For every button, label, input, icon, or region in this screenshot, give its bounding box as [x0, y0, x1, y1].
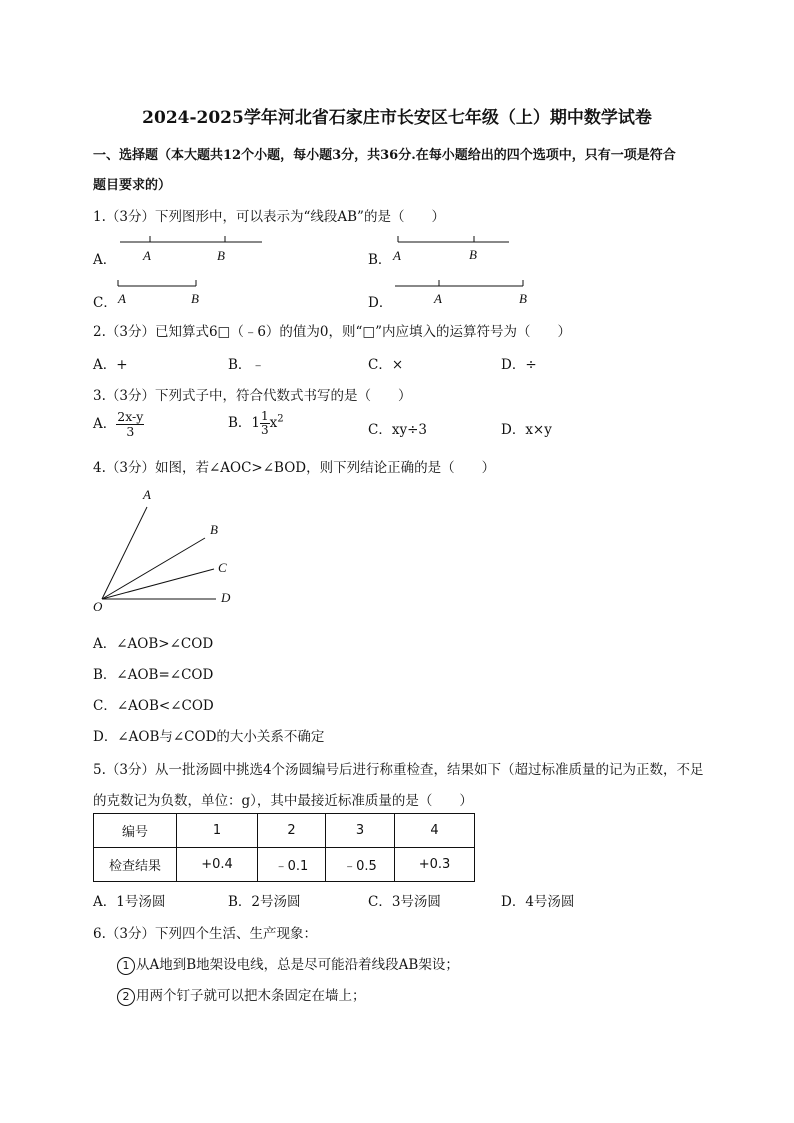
q3-a-denominator: 3 [126, 423, 135, 439]
q6-item-2-text: 用两个钉子就可以把木条固定在墙上； [136, 988, 366, 1004]
q3-b-exponent: 2 [277, 413, 284, 425]
question-3-stem: 3.（3分）下列式子中，符合代数式书写的是（ ） [93, 388, 412, 404]
q5-result-table [93, 813, 475, 882]
question-2-stem: 2.（3分）已知算式6□（﹣6）的值为0，则“□”内应填入的运算符号为（ ） [93, 324, 572, 340]
q5-option-b: B．2号汤圆 [228, 894, 301, 910]
question-1-stem: 1.（3分）下列图形中，可以表示为“线段AB”的是（ ） [93, 209, 445, 225]
q4-option-c: C．∠AOB<∠COD [93, 698, 214, 714]
q3-option-b-prefix: B． [228, 415, 252, 432]
q6-item-1 [117, 953, 459, 975]
q6-item-2 [117, 984, 366, 1006]
q3-b-variable: x [269, 415, 278, 432]
table-cell: 编号 [94, 814, 177, 848]
q4-option-a: A．∠AOB>∠COD [93, 636, 214, 652]
table-row [94, 848, 475, 882]
q4-label-b: B [210, 522, 218, 537]
q1-option-c: C． [93, 295, 117, 311]
q1-option-d: D． [368, 295, 393, 311]
table-cell: +0.4 [177, 848, 258, 882]
q1c-label-b: B [191, 291, 199, 306]
q1-option-b: B． [368, 252, 392, 268]
table-cell: ﹣0.5 [326, 848, 395, 882]
q1b-label-a: A [393, 248, 401, 263]
q2-option-c: C．× [368, 357, 404, 373]
q5-option-c: C．3号汤圆 [368, 894, 441, 910]
q3-a-numerator: 2x-y [117, 409, 144, 424]
q2-option-a: A．+ [93, 357, 128, 373]
q4-label-o: O [93, 599, 103, 614]
table-cell: 3 [326, 814, 395, 848]
ray-oc [102, 569, 214, 599]
circled-number-1: 1 [117, 957, 135, 975]
table-cell: +0.3 [395, 848, 475, 882]
q4-label-a: A [143, 487, 151, 502]
q4-label-c: C [218, 560, 227, 575]
q3-option-c: C．xy÷3 [368, 422, 427, 438]
q2-option-b: B．﹣ [228, 357, 265, 373]
q1a-label-b: B [217, 248, 225, 263]
q3-b-numerator: 1 [261, 409, 269, 423]
q3-b-denominator: 3 [261, 423, 269, 438]
section-header-line2: 题目要求的） [93, 178, 172, 193]
q1d-label-a: A [434, 291, 442, 306]
q1a-label-a: A [143, 248, 151, 263]
q3-b-whole: 1 [251, 415, 261, 432]
q4-label-d: D [221, 590, 231, 605]
q1d-label-b: B [519, 291, 527, 306]
q3-option-a-prefix: A． [93, 415, 117, 432]
q1-option-a: A． [93, 252, 117, 268]
q5-option-d: D．4号汤圆 [501, 894, 575, 910]
question-4-stem: 4.（3分）如图，若∠AOC>∠BOD，则下列结论正确的是（ ） [93, 460, 496, 476]
q5-option-a: A．1号汤圆 [93, 894, 166, 910]
table-cell: 1 [177, 814, 258, 848]
table-cell: ﹣0.1 [258, 848, 326, 882]
question-5-stem-line2: 的克数记为负数，单位：g），其中最接近标准质量的是（ ） [93, 793, 473, 809]
question-6-stem: 6.（3分）下列四个生活、生产现象： [93, 926, 317, 942]
q4-rays [102, 507, 216, 599]
q4-option-d: D．∠AOB与∠COD的大小关系不确定 [93, 729, 325, 745]
q6-item-1-text: 从A地到B地架设电线，总是尽可能沿着线段AB架设； [136, 957, 459, 973]
table-cell: 2 [258, 814, 326, 848]
q2-option-d: D．÷ [501, 357, 537, 373]
table-cell: 检查结果 [94, 848, 177, 882]
question-5-stem-line1: 5.（3分）从一批汤圆中挑选4个汤圆编号后进行称重检查，结果如下（超过标准质量的记为正数，不足 [93, 762, 704, 778]
table-row [94, 814, 475, 848]
q1b-label-b: B [469, 247, 477, 262]
section-header-line1: 一、选择题（本大题共12个小题，每小题3分，共36分.在每小题给出的四个选项中，只有一项是符合 [93, 148, 676, 163]
page-title: 2024-2025学年河北省石家庄市长安区七年级（上）期中数学试卷 [142, 108, 652, 128]
q1c-label-a: A [118, 291, 126, 306]
circled-number-2: 2 [117, 988, 135, 1006]
q4-option-b: B．∠AOB=∠COD [93, 667, 214, 683]
table-cell: 4 [395, 814, 475, 848]
q3-option-d: D．x×y [501, 422, 552, 438]
